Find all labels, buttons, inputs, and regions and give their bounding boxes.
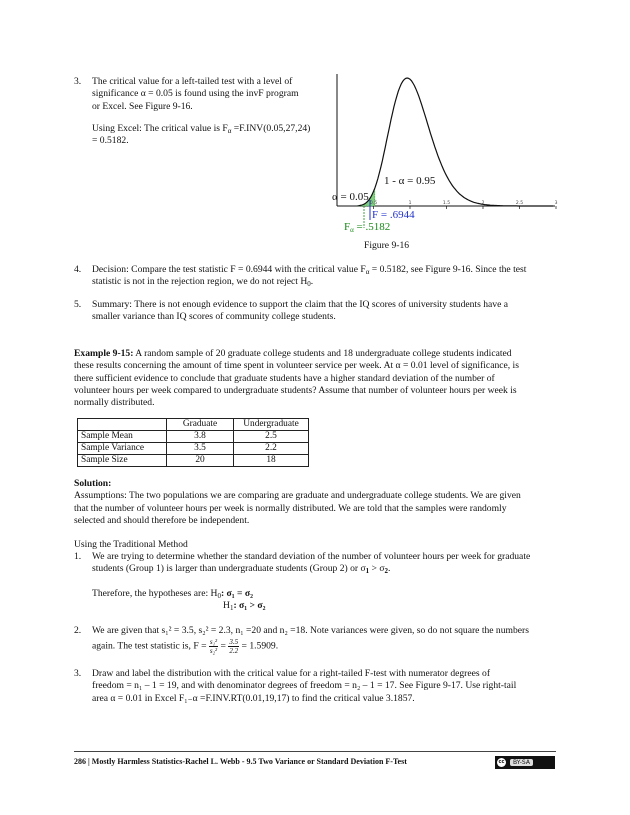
- statistic-formula-fraction: $\frac{\text{s₁²}}{\text{s₂²}}$: [209, 638, 218, 656]
- table-header-row: Graduate Undergraduate: [78, 419, 309, 431]
- item-3-number: 3.: [74, 76, 82, 87]
- f-statistic-label: F = .6944: [372, 209, 415, 221]
- cc-license-badge: [495, 756, 555, 769]
- item-4-text: Decision: Compare the test statistic F = 0.6944 with the critical value $F_\alpha = 0.5182$, see Figure 9-16. Since the test statistic is not in the rejection region, we do not reject $H_0$.: [92, 264, 527, 289]
- hypotheses: Therefore, the hypotheses are: $H_0$: σ₁ = σ₂ $H_1$: σ₁ > σ₂: [92, 588, 266, 613]
- x-tick-label: 1.5: [442, 201, 451, 206]
- f-distribution-figure: [330, 70, 560, 240]
- example-9-15: Example 9-15: A random sample of 20 graduate college students and 18 undergraduate college students indicated these results concerning the amount of time spent in volunteer service per week. At α = 0.01 level of significance, is there sufficient evidence to conclude that graduate students have a higher standard deviation of the number of volunteer hours per week compared to undergraduate students? Assume that number of volunteer hours per week is normally distributed.: [74, 348, 519, 409]
- x-tick-label: 2.5: [515, 201, 524, 206]
- step-3-text: Draw and label the distribution with the critical value for a right-tailed F-test with numerator degrees of freedom = n₁ – 1 = 19, and with denominator degrees of freedom = n₂ – 1 = 17. See Figure 9-17. Use right-tail area α = 0.01 in Excel F₁₋α =F.INV.RT(0.01,19,17) to find the critical value 3.1857.: [92, 668, 517, 704]
- x-tick-label: 1: [408, 201, 412, 206]
- x-tick-label: 2: [481, 201, 485, 206]
- x-tick-label: 3: [554, 201, 558, 206]
- critical-value-label: Fα = .5182: [344, 221, 391, 234]
- solution-title: Solution:: [74, 478, 112, 489]
- area-label: 1 - α = 0.95: [384, 175, 436, 187]
- statistic-value-fraction: $\frac{3.5}{2.2}$: [229, 638, 239, 656]
- step-2-text: We are given that s₁² = 3.5, s₂² = 2.3, n₁ =20 and n₂ =18. Note variances were given, so do not square the numbers again. The test statistic is, F = $\frac{\text{s₁²}}{\text{s₂²}}$ = $\frac{3.5}{2.2}$ = 1.5909.: [92, 625, 529, 656]
- table-row: Sample Variance 3.5 2.2: [78, 443, 309, 455]
- item-4-number: 4.: [74, 264, 82, 275]
- table-row: Sample Size 20 18: [78, 455, 309, 467]
- x-axis-ticks: [370, 200, 558, 209]
- footer-rule: [74, 751, 556, 752]
- traditional-method-heading: Using the Traditional Method: [74, 539, 188, 550]
- cc-logo-icon: cc: [498, 759, 505, 766]
- item-5-text: Summary: There is not enough evidence to support the claim that the IQ scores of university students have a smaller variance than IQ scores of community college students.: [92, 299, 508, 323]
- step-2-number: 2.: [74, 625, 82, 636]
- footer-text: 286 | Mostly Harmless Statistics-Rachel L. Webb - 9.5 Two Variance or Standard Deviation F-Test: [74, 757, 407, 766]
- item-3-text: The critical value for a left-tailed test with a level of significance α = 0.05 is found using the invF program or Excel. See Figure 9-16. Using Excel: The critical value is $F_\alpha =F.INV(0.05,27,24)$ = 0.5182.: [92, 76, 311, 147]
- step-3-number: 3.: [74, 668, 82, 679]
- step-1-number: 1.: [74, 551, 82, 562]
- item-5-number: 5.: [74, 299, 82, 310]
- figure-caption: Figure 9-16: [364, 240, 410, 251]
- sample-statistics-table: [77, 418, 309, 467]
- alpha-label: α = 0.05: [332, 191, 369, 203]
- example-title: Example 9-15:: [74, 348, 134, 359]
- license-label: BY-SA: [510, 759, 533, 767]
- table-row: Sample Mean 3.8 2.5: [78, 431, 309, 443]
- step-1-text: We are trying to determine whether the standard deviation of the number of volunteer hours per week for graduate students (Group 1) is larger than undergraduate students (Group 2) or $\sigma_1 > \sigma_2$.: [92, 551, 531, 576]
- x-tick-label: 0.5: [369, 201, 378, 206]
- solution-block: Solution: Assumptions: The two populations we are comparing are graduate and undergraduate college students. We are given that the number of volunteer hours per week is normally distributed. We are told that the samples were randomly selected and should therefore be independent.: [74, 478, 556, 527]
